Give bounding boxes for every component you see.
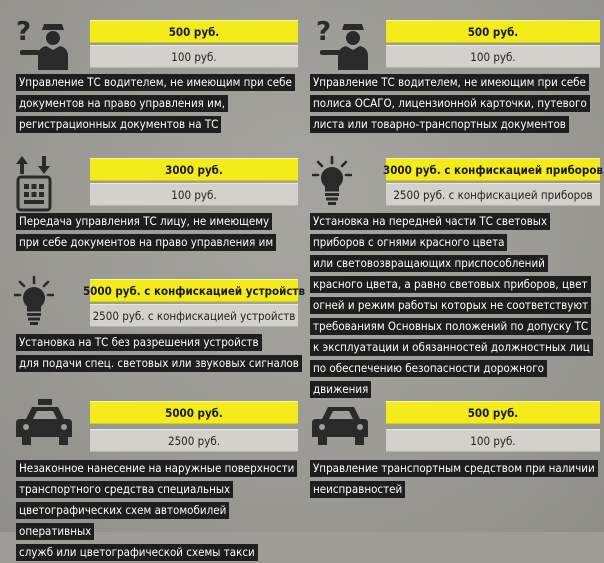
fine-secondary-label: 2500 руб. с конфискацией приборов: [386, 183, 600, 206]
description-line: для подачи спец. световых или звуковых сигналов: [16, 355, 302, 372]
description-line: Незаконное нанесение на наружные поверхности: [16, 460, 297, 477]
fine-primary-label: 500 руб.: [386, 20, 600, 43]
description: [310, 72, 590, 135]
svg-text:?: ?: [16, 18, 32, 47]
fine-card: [302, 150, 604, 396]
fine-secondary-label: 100 руб.: [90, 183, 298, 206]
fine-primary-label: 500 руб.: [386, 401, 600, 424]
description: [16, 332, 302, 374]
description-line: регистрационных документов на ТС: [16, 116, 221, 133]
description: [310, 211, 593, 400]
description-line: Передача управления ТС лицу, не имеющему: [16, 213, 272, 230]
description-line: Управление ТС водителем, не имеющим при себе: [310, 74, 589, 91]
description: [16, 72, 295, 135]
description-line: движения: [310, 381, 371, 398]
description: [310, 458, 598, 500]
description-line: неисправностей: [310, 481, 405, 498]
description-line: к эксплуатации и обязанностей должностных лиц: [310, 339, 593, 356]
description-line: Установка на передней части ТС световых: [310, 213, 550, 230]
officer-question-icon: [314, 18, 372, 74]
description-line: листа или товарно-транспортных документов: [310, 116, 569, 133]
description-line: требованиям Основных положений по допуску ТС: [310, 318, 591, 335]
fine-card: [302, 395, 604, 532]
description: [16, 211, 276, 253]
description-line: служб или цветографической схемы такси: [16, 544, 258, 561]
fine-card: [302, 0, 604, 140]
fine-primary-label: 3000 руб.: [90, 158, 298, 181]
svg-text:?: ?: [316, 18, 332, 47]
description-line: Управление транспортным средством при наличии: [310, 460, 598, 477]
fine-secondary-label: 100 руб.: [386, 45, 600, 68]
fine-primary-label: 500 руб.: [90, 20, 298, 43]
car-icon: [312, 405, 370, 449]
description-line: при себе документов на право управления им: [16, 234, 276, 251]
description-line: Установка на ТС без разрешения устройств: [16, 334, 262, 351]
fine-primary-label: 5000 руб.: [90, 401, 298, 424]
fine-card: [0, 395, 302, 559]
description: [16, 458, 302, 563]
fine-secondary-label: 2500 руб. с конфискацией устройств: [90, 304, 298, 327]
fine-card: [0, 0, 302, 140]
fine-primary-label: 3000 руб. с конфискацией приборов: [386, 158, 600, 181]
description-line: приборов с огнями красного цвета: [310, 234, 507, 251]
taxi-car-icon: [16, 399, 74, 449]
description-line: огней и режим работы которых не соответствуют: [310, 297, 591, 314]
fine-card: [0, 270, 306, 380]
fine-primary-label: 5000 руб. с конфискацией устройств: [90, 279, 298, 302]
officer-question-icon: [14, 18, 72, 74]
description-line: полиса ОСАГО, лицензионной карточки, путевого: [310, 95, 590, 112]
description-line: Управление ТС водителем, не имеющим при себе: [16, 74, 295, 91]
fine-secondary-label: 2500 руб.: [90, 429, 298, 452]
fine-secondary-label: 100 руб.: [386, 429, 600, 452]
light-bulb-icon: [14, 276, 54, 326]
description-line: документов на право управления им,: [16, 95, 228, 112]
light-bulb-icon: [312, 156, 352, 206]
handover-transfer-icon: [16, 156, 52, 212]
description-line: транспортного средства специальных: [16, 481, 233, 498]
fine-card: [0, 150, 302, 260]
fine-secondary-label: 100 руб.: [90, 45, 298, 68]
description-line: красного цвета, а равно световых приборов, цвет: [310, 276, 591, 293]
description-line: или световозвращающих приспособлений: [310, 255, 548, 272]
description-line: по обеспечению безопасности дорожного: [310, 360, 547, 377]
description-line: цветографических схем автомобилей оперативных: [16, 502, 229, 540]
